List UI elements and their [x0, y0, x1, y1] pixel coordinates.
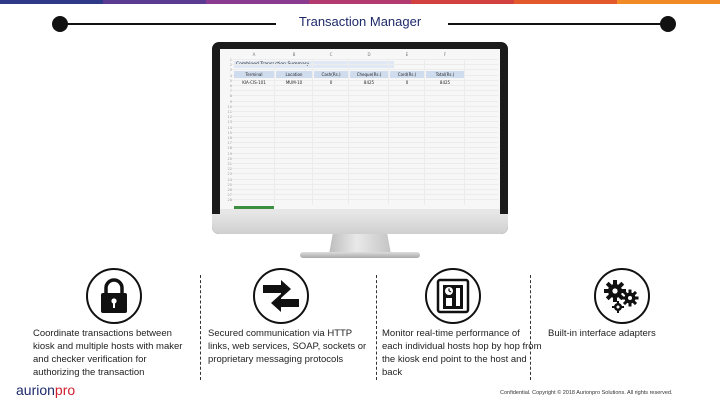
sheet-gridline — [232, 111, 498, 112]
sheet-gridline — [232, 179, 498, 180]
top-color-stripe — [0, 0, 720, 4]
exchange-arrows-icon — [253, 268, 309, 324]
sheet-data-cell[interactable]: 0 — [329, 80, 333, 85]
page-title: Transaction Manager — [298, 14, 422, 29]
sheet-row-number[interactable]: 21 — [227, 162, 232, 166]
sheet-gridline — [232, 116, 498, 117]
sheet-gridline — [232, 142, 498, 143]
sheet-table-header-cell[interactable]: Total(Rs.) — [426, 71, 464, 78]
logo-suffix-text: pro — [54, 382, 76, 398]
sheet-row-number[interactable]: 22 — [227, 167, 232, 172]
sheet-table-header-cell[interactable]: Card(Rs.) — [390, 71, 424, 78]
aurionpro-logo — [16, 382, 75, 398]
feature-caption: Coordinate transactions between kiosk and multiple hosts with maker and checker verification for authorizing the transaction — [33, 328, 183, 378]
sheet-row-number[interactable]: 26 — [227, 188, 232, 192]
title-right-line — [448, 23, 662, 25]
sheet-row-number[interactable]: 5 — [229, 78, 232, 83]
sheet-row-number[interactable]: 6 — [229, 84, 232, 88]
sheet-table-header-cell[interactable]: Location — [276, 71, 312, 78]
sheet-row-number[interactable]: 1 — [229, 58, 232, 62]
sheet-gridline — [232, 121, 498, 122]
sheet-gridline — [232, 137, 498, 138]
sheet-gridline — [232, 95, 498, 96]
sheet-row-number[interactable]: 2 — [229, 63, 232, 68]
title-right-dot — [660, 16, 676, 32]
sheet-row-number[interactable]: 15 — [227, 130, 232, 135]
feature-caption: Monitor real-time performance of each individual hosts hop by hop from the kiosk end point to the host and back — [382, 328, 542, 378]
sheet-gridline — [232, 106, 498, 107]
monitor-chin — [212, 214, 508, 234]
sheet-gridline — [232, 168, 498, 169]
sheet-row-number[interactable]: 27 — [227, 193, 232, 198]
feature-caption: Built-in interface adapters — [548, 328, 656, 339]
sheet-gridline — [232, 132, 498, 133]
copyright-notice: Confidential. Copyright © 2018 Aurionpro Solutions. All rights reserved. — [500, 390, 673, 396]
sheet-gridline — [232, 173, 498, 174]
monitor-stand-base — [300, 252, 420, 258]
sheet-row-number[interactable]: 14 — [227, 125, 232, 130]
sheet-column-header[interactable]: F — [443, 52, 447, 57]
sheet-row-number[interactable]: 11 — [227, 110, 232, 114]
sheet-table-header-cell[interactable]: Cheque(Rs.) — [350, 71, 388, 78]
stripe-segment — [103, 0, 206, 4]
sheet-row-number[interactable]: 4 — [229, 73, 232, 78]
sheet-row-number[interactable]: 3 — [229, 68, 232, 73]
sheet-gridline — [232, 199, 498, 200]
stripe-segment — [309, 0, 412, 4]
sheet-row-number[interactable]: 17 — [227, 141, 232, 146]
sheet-gridline — [232, 189, 498, 190]
sheet-row-number[interactable]: 18 — [227, 146, 232, 151]
monitor-stand-neck — [329, 234, 391, 254]
sheet-row-number[interactable]: 24 — [227, 177, 232, 182]
sheet-gridline — [232, 194, 498, 195]
sheet-gridline — [232, 163, 498, 164]
stripe-segment — [411, 0, 514, 4]
sheet-column-header[interactable]: A — [252, 52, 256, 57]
lock-icon — [86, 268, 142, 324]
sheet-row-number[interactable]: 7 — [229, 89, 232, 94]
sheet-gridline — [232, 127, 498, 128]
stripe-segment — [617, 0, 720, 4]
sheet-gridline — [232, 101, 498, 102]
sheet-row-number[interactable]: 9 — [229, 99, 232, 104]
sheet-row-number[interactable]: 12 — [227, 115, 232, 120]
sheet-table-header-cell[interactable]: Terminal — [234, 71, 274, 78]
sheet-row-number[interactable]: 28 — [227, 198, 232, 203]
sheet-data-cell[interactable]: 8425 — [363, 80, 375, 85]
sheet-data-cell[interactable]: 0 — [405, 80, 409, 85]
logo-main-text: aurion — [16, 382, 55, 398]
sheet-column-header[interactable]: C — [329, 52, 333, 57]
sheet-gridline — [232, 147, 498, 148]
column-divider — [200, 275, 201, 380]
sheet-data-cell[interactable]: 8425 — [439, 80, 451, 85]
sheet-row-number[interactable]: 10 — [227, 104, 232, 109]
sheet-column-header[interactable]: B — [292, 52, 296, 57]
monitor-frame — [212, 42, 508, 234]
feature-caption: Secured communication via HTTP links, web services, SOAP, sockets or proprietary messaging protocols — [208, 328, 367, 365]
spreadsheet — [220, 49, 500, 214]
stripe-segment — [0, 0, 103, 4]
sheet-row-number[interactable]: 16 — [227, 136, 232, 140]
sheet-row-number[interactable]: 8 — [229, 94, 232, 99]
kiosk-monitor-icon — [425, 268, 481, 324]
sheet-data-cell[interactable]: KIA-CIS-101 — [242, 80, 266, 85]
sheet-row-number[interactable]: 20 — [227, 156, 232, 161]
sheet-gridline — [232, 153, 498, 154]
stripe-segment — [514, 0, 617, 4]
sheet-row-number[interactable]: 23 — [227, 172, 232, 177]
sheet-gridline — [232, 184, 498, 185]
sheet-row-number[interactable]: 19 — [227, 151, 232, 156]
column-divider — [376, 275, 377, 380]
gears-icon — [594, 268, 650, 324]
monitor-screen — [220, 49, 500, 214]
sheet-column-header[interactable]: E — [405, 52, 409, 57]
sheet-gridline — [232, 64, 498, 65]
stripe-segment — [206, 0, 309, 4]
sheet-gridline — [232, 59, 498, 60]
sheet-gridline — [232, 158, 498, 159]
sheet-gridline — [232, 90, 498, 91]
sheet-row-number[interactable]: 13 — [227, 120, 232, 125]
sheet-row-number[interactable]: 25 — [227, 182, 232, 187]
sheet-data-cell[interactable]: MUM-10 — [285, 80, 303, 85]
sheet-column-header[interactable]: D — [367, 52, 371, 57]
sheet-table-header-cell[interactable]: Cash(Rs.) — [314, 71, 348, 78]
